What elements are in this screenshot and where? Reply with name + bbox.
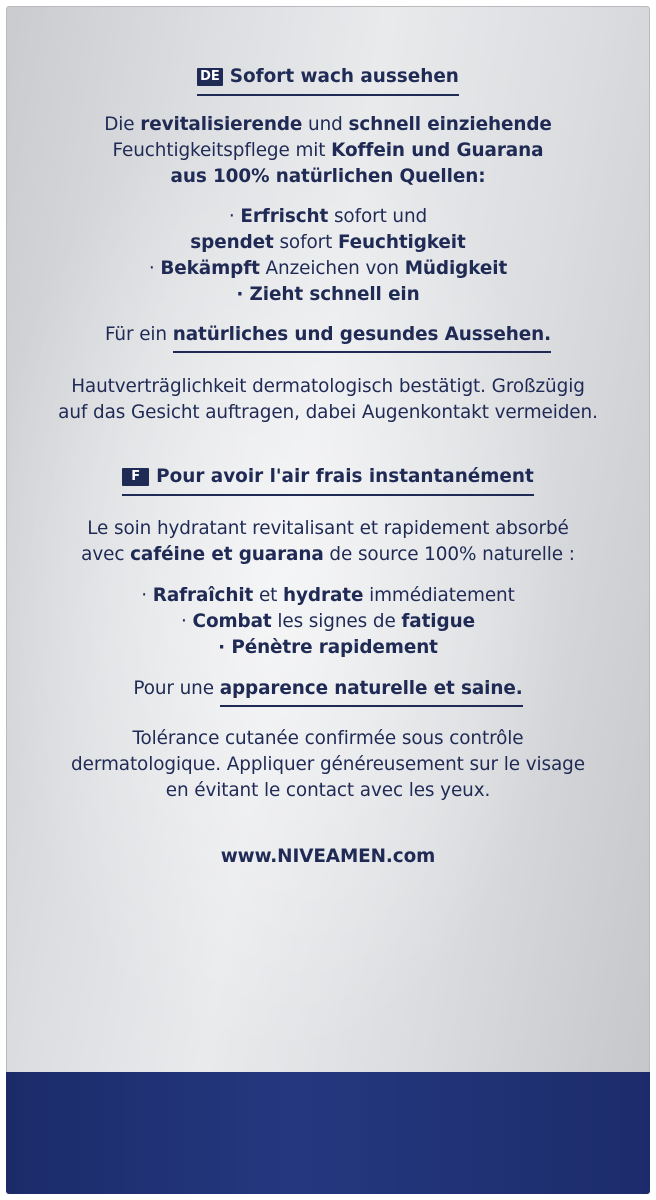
de-bullet-3: · Zieht schnell ein	[236, 284, 420, 305]
website-url: www.NIVEAMEN.com	[220, 846, 436, 867]
de-language-badge: DE	[197, 68, 223, 86]
fr-bullet-3: · Pénètre rapidement	[218, 637, 438, 658]
de-intro-line-2: Feuchtigkeitspflege mit Koffein und Guarana	[112, 140, 544, 161]
fr-intro-line-1: Le soin hydratant revitalisant et rapidement absorbé	[87, 518, 569, 539]
de-intro-line-3: aus 100% natürlichen Quellen:	[170, 166, 486, 187]
fr-bullet-2: · Combat les signes de fatigue	[181, 611, 475, 632]
de-usage-line-2: auf das Gesicht auftragen, dabei Augenkontakt vermeiden.	[58, 402, 598, 423]
fr-heading	[6, 464, 650, 496]
fr-usage-line-2: dermatologique. Appliquer généreusement sur le visage	[71, 754, 585, 775]
fr-heading-text: Pour avoir l'air frais instantanément	[156, 466, 534, 487]
fr-usage-line-1: Tolérance cutanée confirmée sous contrôle	[132, 728, 524, 749]
de-heading-text: Sofort wach aussehen	[229, 66, 459, 87]
bottom-color-band	[6, 1072, 650, 1194]
product-box-back-panel	[6, 6, 650, 1194]
de-usage-line-1: Hautverträglichkeit dermatologisch bestätigt. Großzügig	[71, 376, 585, 397]
de-intro-line-1: Die revitalisierende und schnell einziehende	[104, 114, 552, 135]
fr-language-badge: F	[122, 468, 149, 486]
fr-claim: Pour une apparence naturelle et saine.	[6, 676, 650, 707]
fr-bullet-1: · Rafraîchit et hydrate immédiatement	[141, 585, 515, 606]
fr-usage-line-3: en évitant le contact avec les yeux.	[165, 780, 491, 801]
fr-intro-line-2: avec caféine et guarana de source 100% naturelle :	[81, 544, 575, 565]
de-bullet-1-cont: spendet sofort Feuchtigkeit	[190, 232, 466, 253]
de-claim: Für ein natürliches und gesundes Aussehen.	[6, 322, 650, 353]
de-bullet-2: · Bekämpft Anzeichen von Müdigkeit	[148, 258, 508, 279]
de-bullet-1: · Erfrischt sofort und	[228, 206, 428, 227]
de-heading	[6, 64, 650, 96]
